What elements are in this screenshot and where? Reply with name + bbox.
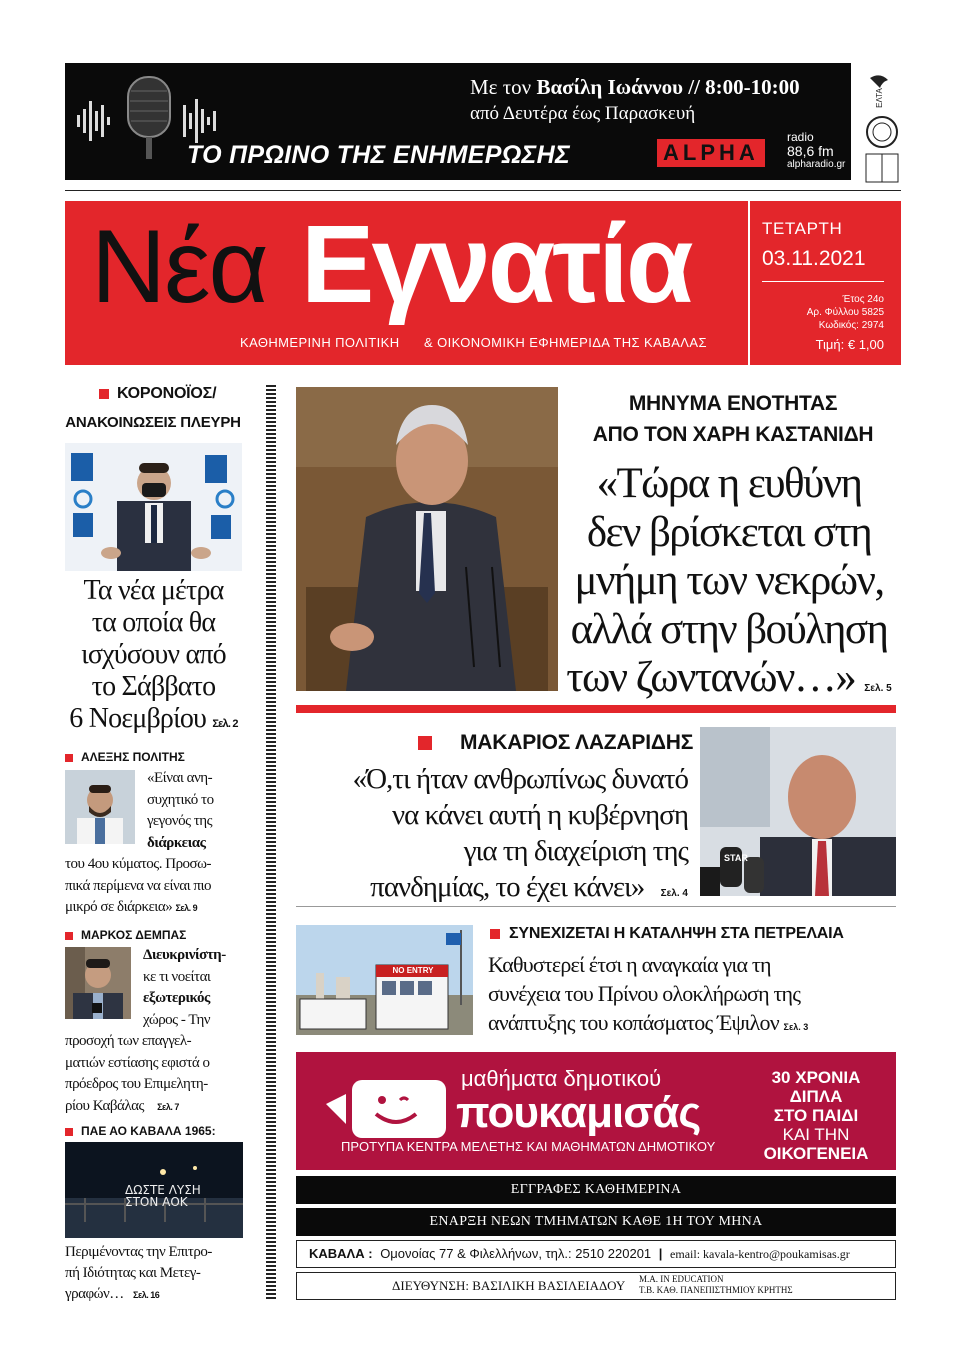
ad-director-bar: ΔΙΕΥΘΥΝΣΗ: ΒΑΣΙΛΙΚΗ ΒΑΣΙΛΕΙΑΔΟΥ Μ.Α. IN EDUCATION Τ.Β. ΚΑΘ. ΠΑΝΕΠΙΣΤΗΜΙΟΥ ΚΡΗΤΗΣ bbox=[296, 1272, 896, 1300]
column-separator bbox=[266, 385, 276, 1300]
masthead-subtitle-2: & ΟΙΚΟΝΟΜΙΚΗ ΕΦΗΜΕΡΙΔΑ ΤΗΣ ΚΑΒΑΛΑΣ bbox=[424, 335, 707, 350]
third-headline[interactable]: Καθυστερεί έτσι η αναγκαία για τη συνέχεια του Πρίνου ολοκλήρωση της ανάπτυξης του κοπάσματος Έψιλον Σελ. 3 bbox=[488, 952, 809, 1035]
press-conference-image bbox=[65, 443, 242, 571]
ad-tagline: ΠΡΟΤΥΠΑ ΚΕΝΤΡΑ ΜΕΛΕΤΗΣ ΚΑΙ ΜΑΘΗΜΑΤΩΝ ΔΗΜΟΤΙΚΟΥ bbox=[341, 1139, 716, 1154]
second-divider bbox=[296, 906, 896, 907]
main-section-divider bbox=[296, 705, 896, 713]
article1-kicker2: ΑΝΑΚΟΙΝΩΣΕΙΣ ΠΛΕΥΡΗ bbox=[65, 414, 241, 431]
postal-logos bbox=[862, 70, 902, 193]
masthead-rule bbox=[762, 281, 884, 282]
svg-text:ΕΛΤΑ: ΕΛΤΑ bbox=[875, 88, 884, 108]
second-kicker: ΜΑΚΑΡΙΟΣ ΛΑΖΑΡΙΔΗΣ bbox=[418, 731, 693, 755]
banner-slogan: ΤΟ ΠΡΩΙΝΟ ΤΗΣ ΕΝΗΜΕΡΩΣΗΣ bbox=[187, 141, 571, 169]
politician-microphones-image bbox=[700, 727, 896, 896]
masthead-title-part1: Νέα bbox=[91, 209, 267, 325]
issue-date: 03.11.2021 bbox=[762, 247, 866, 270]
banner-line1: Με τον Βασίλη Ιωάννου // 8:00-10:00 bbox=[470, 75, 800, 99]
ad-bar-registrations: ΕΓΓΡΑΦΕΣ ΚΑΘΗΜΕΡΙΝΑ bbox=[296, 1176, 896, 1204]
article4-text[interactable]: Περιμένοντας την Επιτρο- πή Ιδιότητας και Μετεγ- γραφών… Σελ. 16 bbox=[65, 1244, 212, 1302]
radio-info: radio 88,6 fm alpharadio.gr bbox=[787, 130, 846, 170]
second-headline[interactable]: «Ό,τι ήταν ανθρωπίνως δυνατό να κάνει αυτή η κυβέρνηση για τη διαχείριση της πανδημίας, το έχει κάνει» Σελ. 4 bbox=[352, 763, 688, 903]
smiley-screen-logo-icon bbox=[320, 1074, 450, 1144]
alpha-logo: ALPHA bbox=[657, 139, 765, 167]
parliament-speaker-image bbox=[296, 387, 558, 691]
main-headline[interactable]: «Τώρα η ευθύνη δεν βρίσκεται στη μνήμη των νεκρών, αλλά στην βούληση των ζωντανών…» Σελ. 5 bbox=[566, 460, 892, 701]
masthead bbox=[65, 201, 901, 365]
article1-headline[interactable]: Τα νέα μέτρα τα οποία θα ισχύσουν από το Σάββατο 6 Νοεμβρίου Σελ. 2 bbox=[69, 575, 238, 734]
third-article-photo[interactable] bbox=[296, 925, 473, 1035]
ad-right-text: 30 ΧΡΟΝΙΑ ΔΙΠΛΑ ΣΤΟ ΠΑΙΔΙ ΚΑΙ ΤΗΝ ΟΙΚΟΓΕΝΕΙΑ bbox=[763, 1068, 869, 1163]
top-divider bbox=[65, 190, 901, 191]
issue-price: Τιμή: € 1,00 bbox=[815, 337, 884, 352]
ad-contact-bar: ΚΑΒΑΛΑ : Ομονοίας 77 & Φιλελλήνων, τηλ.: 2510 220201 | email: kavala-kentro@poukamisas.gr bbox=[296, 1240, 896, 1268]
graffiti-text: ΔΩΣΤΕ ΛΥΣΗ ΣΤΟΝ ΑΟΚ bbox=[125, 1183, 201, 1209]
article2-kicker: ΑΛΕΞΗΣ ΠΟΛΙΤΗΣ bbox=[65, 750, 185, 764]
second-article-photo[interactable] bbox=[700, 727, 896, 896]
ad-brand: πουκαμισάς bbox=[456, 1088, 701, 1137]
radio-banner-ad[interactable] bbox=[65, 63, 851, 180]
main-article-photo[interactable] bbox=[296, 387, 558, 691]
article3-kicker: ΜΑΡΚΟΣ ΔΕΜΠΑΣ bbox=[65, 928, 186, 942]
elta-logo-icon bbox=[862, 70, 902, 188]
masthead-divider bbox=[748, 201, 750, 365]
masthead-subtitle-1: ΚΑΘΗΜΕΡΙΝΗ ΠΟΛΙΤΙΚΗ bbox=[240, 335, 400, 350]
ad-line1: μαθήματα δημοτικού bbox=[461, 1066, 662, 1091]
main-kicker-line1: ΜΗΝΥΜΑ ΕΝΟΤΗΤΑΣ bbox=[628, 392, 838, 415]
issue-day: ΤΕΤΑΡΤΗ bbox=[762, 219, 843, 238]
article1-kicker: ΚΟΡΟΝΟΪΟΣ/ bbox=[99, 385, 216, 403]
no-entry-sign: NO ENTRY bbox=[392, 966, 434, 975]
article3-text[interactable]: Διευκρινίστη- κε τι νοείται εξωτερικός χώρος - Την προσοχή των επαγγελ- ματιών εστίασης εφιστά ο πρόεδρος του Επιμελητη- ρίου Καβάλας Σελ. 7 bbox=[65, 947, 226, 1114]
ad-bar-new-classes: ΕΝΑΡΞΗ ΝΕΩΝ ΤΜΗΜΑΤΩΝ ΚΑΘΕ 1Η ΤΟΥ ΜΗΝΑ bbox=[296, 1208, 896, 1236]
article2-text[interactable]: «Είναι ανη- συχητικό το γεγονός της διάρκειας του 4ου κύματος. Προσω- πικά περίμενα να είναι πιο μικρό σε διάρκεια» Σελ. 9 bbox=[65, 770, 214, 915]
ad-email[interactable]: email: kavala-kentro@poukamisas.gr bbox=[670, 1247, 850, 1261]
third-kicker: ΣΥΝΕΧΙΖΕΤΑΙ Η ΚΑΤΑΛΗΨΗ ΣΤΑ ΠΕΤΡΕΛΑΙΑ bbox=[490, 925, 844, 943]
mic-label: STAR bbox=[724, 853, 748, 863]
banner-line2: από Δευτέρα έως Παρασκευή bbox=[470, 103, 696, 124]
article4-photo[interactable] bbox=[65, 1142, 243, 1238]
oil-site-protest-image bbox=[296, 925, 473, 1035]
issue-meta: Έτος 24ο Αρ. Φύλλου 5825 Κωδικός: 2974 bbox=[806, 294, 884, 331]
article1-photo[interactable] bbox=[65, 443, 242, 571]
masthead-title-part2: Εγνατία bbox=[301, 203, 691, 326]
tutoring-center-ad[interactable] bbox=[296, 1052, 896, 1170]
article4-kicker: ΠΑΕ ΑΟ ΚΑΒΑΛΑ 1965: bbox=[65, 1124, 216, 1138]
main-kicker-line2: ΑΠΟ ΤΟΝ ΧΑΡΗ ΚΑΣΤΑΝΙΔΗ bbox=[592, 423, 874, 446]
